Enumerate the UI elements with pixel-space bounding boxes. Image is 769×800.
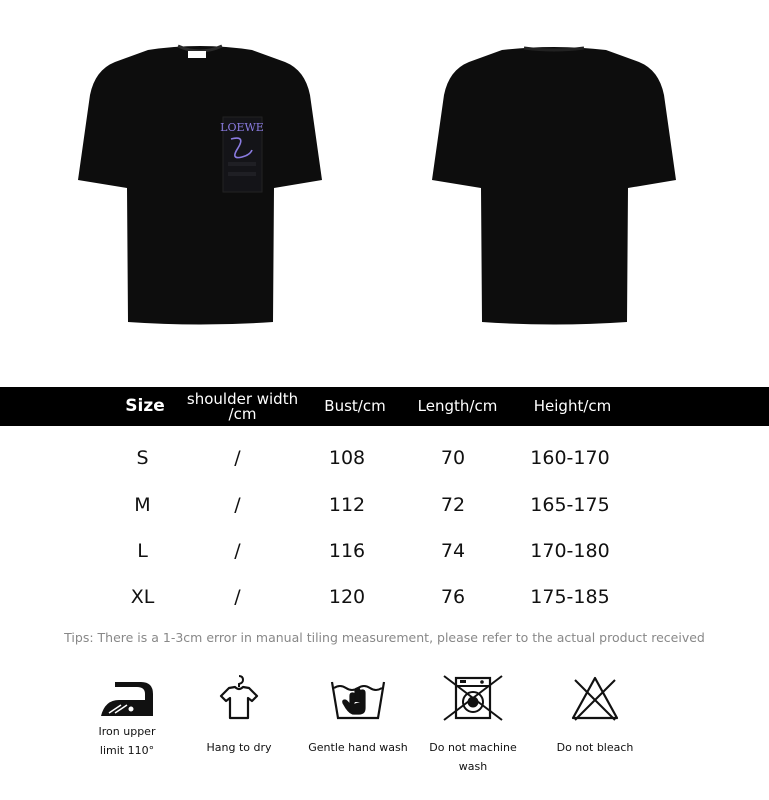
care-item-hand-wash	[303, 672, 413, 757]
cell-size: S	[136, 447, 149, 469]
cell-shoulder: /	[234, 586, 241, 608]
cell-shoulder: /	[234, 447, 241, 469]
measurement-tip: Tips: There is a 1-3cm error in manual tiling measurement, please refer to the actual product received	[64, 630, 705, 645]
tshirt-back-image	[424, 40, 684, 330]
brand-logo-text: LOEWE	[220, 121, 264, 134]
care-label: Gentle hand wash	[308, 741, 408, 754]
hanger-shirt-icon	[209, 672, 269, 722]
no-machine-wash-icon	[438, 672, 508, 722]
cell-bust: 120	[328, 586, 366, 608]
header-length: Length/cm	[417, 397, 498, 415]
cell-bust: 112	[328, 494, 366, 516]
cell-length: 74	[440, 540, 466, 562]
cell-height: 160-170	[530, 447, 610, 469]
cell-length: 76	[440, 586, 466, 608]
tshirt-front-image	[70, 40, 330, 330]
care-label: Do not machine wash	[429, 741, 517, 773]
size-table-header	[0, 387, 769, 426]
care-item-no-bleach	[540, 672, 650, 757]
care-item-iron	[72, 672, 182, 760]
table-row	[0, 577, 769, 617]
cell-height: 170-180	[530, 540, 610, 562]
table-row	[0, 438, 769, 478]
header-shoulder-width	[180, 387, 305, 426]
cell-size: L	[137, 540, 148, 562]
cell-length: 72	[440, 494, 466, 516]
care-item-no-machine-wash	[418, 672, 528, 776]
care-label: Hang to dry	[206, 741, 272, 754]
iron-icon	[97, 672, 157, 722]
care-label: Iron upper	[98, 725, 156, 738]
cell-size: M	[134, 494, 151, 516]
header-height: Height/cm	[533, 397, 612, 415]
care-label: Do not bleach	[556, 741, 634, 754]
table-row	[0, 531, 769, 571]
no-bleach-icon	[565, 672, 625, 722]
hand-wash-icon	[328, 672, 388, 722]
table-row	[0, 485, 769, 525]
header-bust: Bust/cm	[324, 397, 386, 415]
cell-height: 165-175	[530, 494, 610, 516]
cell-height: 175-185	[530, 586, 610, 608]
header-shoulder-line2: /cm	[228, 404, 257, 423]
cell-shoulder: /	[234, 494, 241, 516]
cell-length: 70	[440, 447, 466, 469]
header-size: Size	[125, 396, 165, 416]
cell-bust: 116	[328, 540, 366, 562]
cell-size: XL	[130, 586, 155, 608]
cell-bust: 108	[328, 447, 366, 469]
cell-shoulder: /	[234, 540, 241, 562]
care-item-hang-dry	[184, 672, 294, 757]
header-shoulder-line1: shoulder width	[186, 389, 299, 408]
care-label: limit 110°	[99, 744, 155, 757]
